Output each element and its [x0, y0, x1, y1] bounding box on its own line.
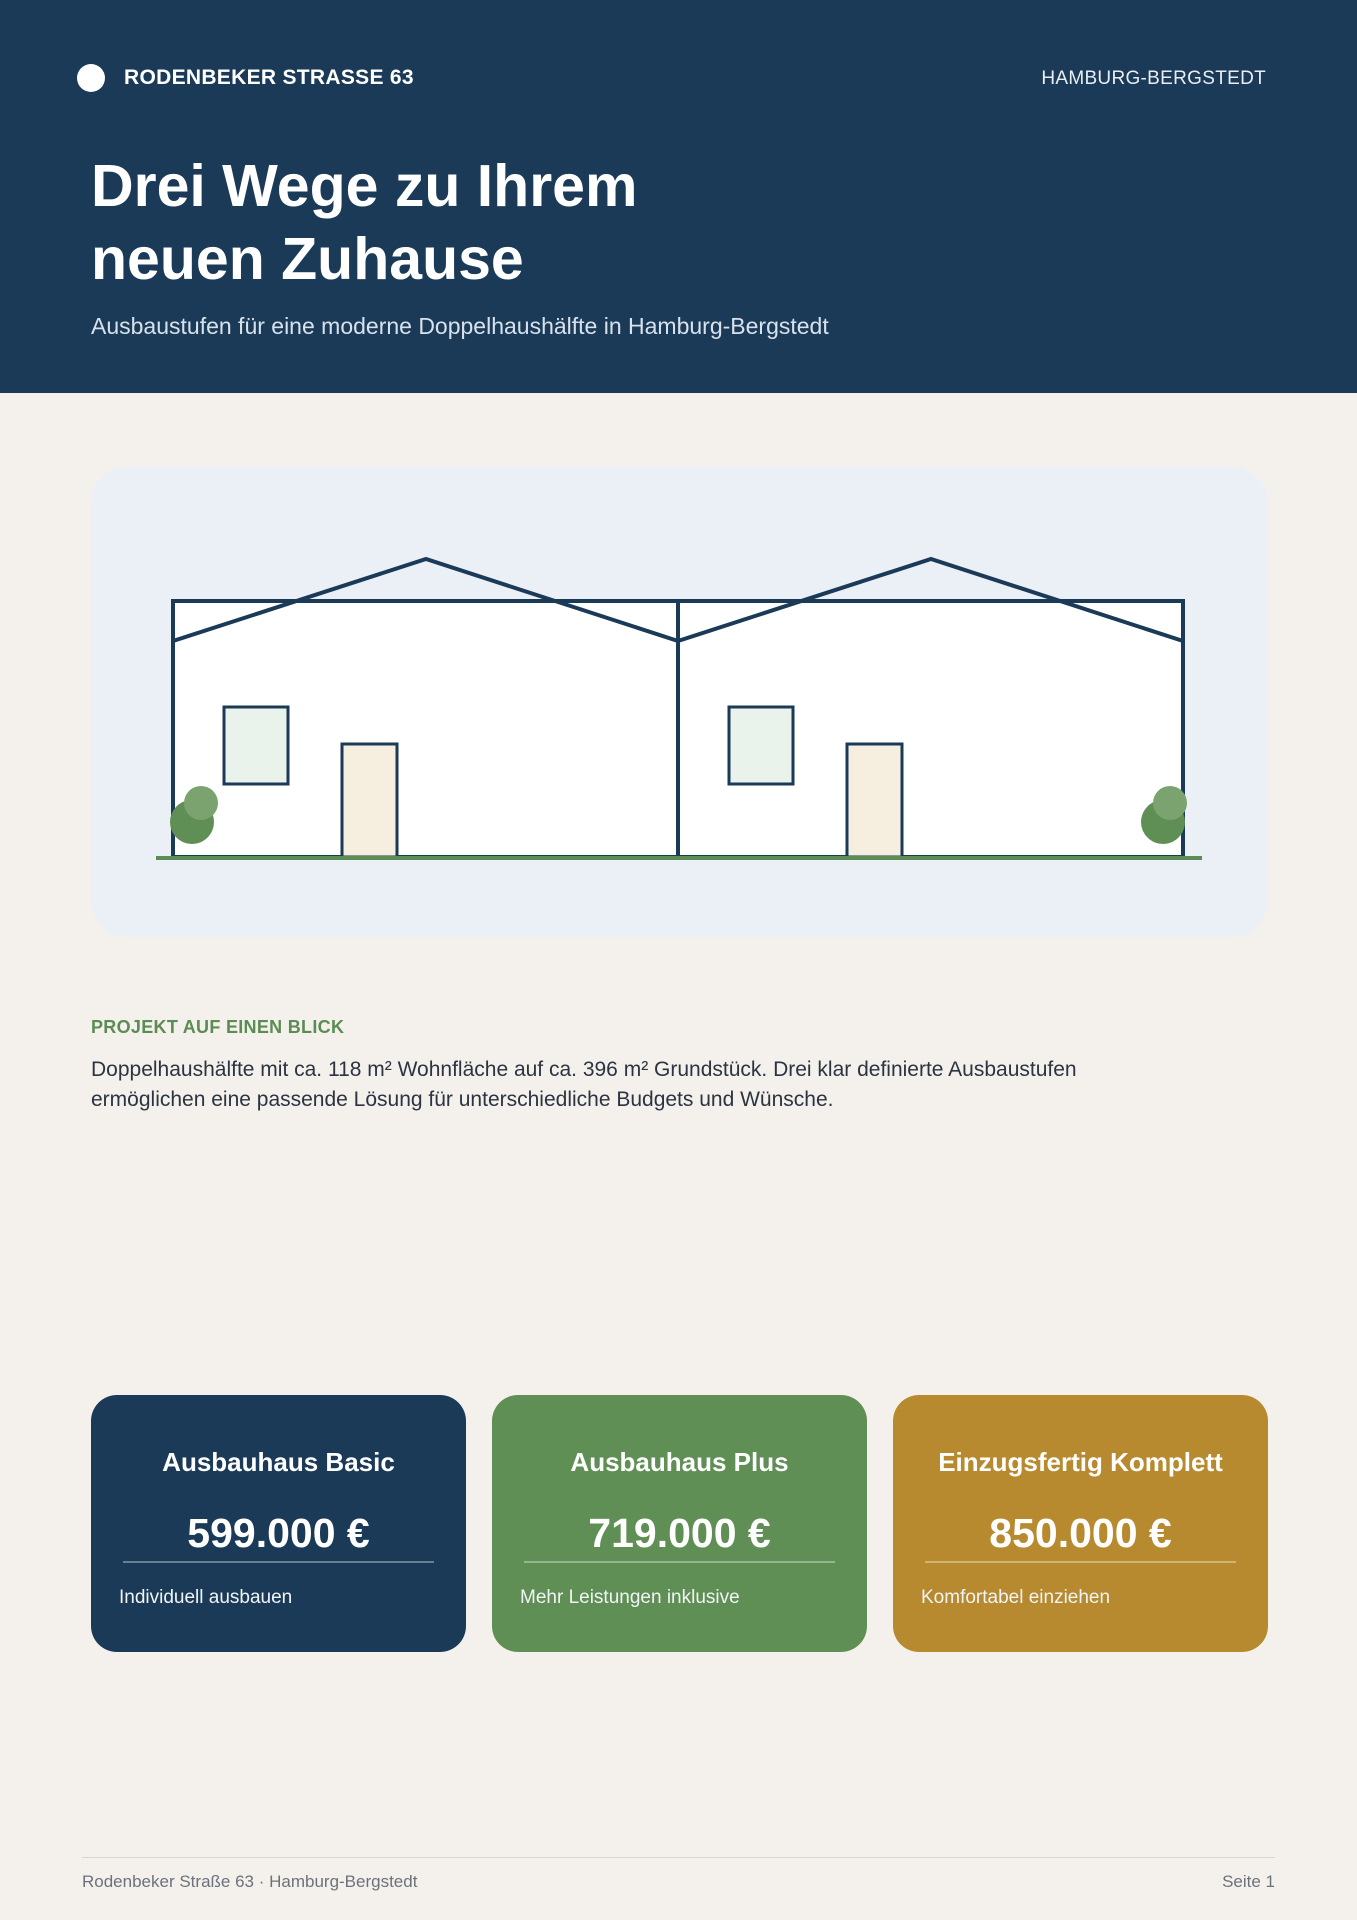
house-right-door [847, 744, 902, 857]
pricing-card-divider [123, 1561, 434, 1563]
pricing-card-price: 599.000 € [187, 1510, 370, 1556]
pricing-card-price: 850.000 € [989, 1510, 1172, 1556]
pricing-card-plus [492, 1395, 867, 1652]
house-left-window [224, 707, 288, 784]
footer-address: Rodenbeker Straße 63 · Hamburg-Bergstedt [82, 1872, 418, 1891]
pricing-card-title: Ausbauhaus Plus [570, 1447, 789, 1477]
house-left-door [342, 744, 397, 857]
semi-detached-house-icon [91, 467, 1268, 937]
pricing-card-basic [91, 1395, 466, 1652]
page-subtitle: Ausbaustufen für eine moderne Doppelhaushälfte in Hamburg-Bergstedt [91, 313, 829, 339]
page-number: Seite 1 [1222, 1872, 1275, 1891]
footer-divider [82, 1857, 1275, 1858]
pricing-card-divider [524, 1561, 835, 1563]
house-illustration [91, 467, 1268, 937]
pricing-card-title: Ausbauhaus Basic [162, 1447, 395, 1477]
bush-left-small [184, 786, 218, 820]
pricing-cards [91, 1395, 1268, 1652]
pricing-card-title: Einzugsfertig Komplett [938, 1447, 1223, 1477]
overview-label: PROJEKT AUF EINEN BLICK [91, 1017, 345, 1037]
brand [77, 64, 414, 92]
overview-text: Doppelhaushälfte mit ca. 118 m² Wohnfläche auf ca. 396 m² Grundstück. Drei klar definierte Ausbaustufen ermöglichen eine passende Lösung für unterschiedliche Budgets und Wünsche. [91, 1058, 1077, 1111]
page-title [91, 150, 991, 296]
header-banner [0, 0, 1357, 393]
pricing-card-komplett [893, 1395, 1268, 1652]
page-title-line-1: Drei Wege zu Ihrem [91, 153, 638, 219]
bush-right-small [1153, 786, 1187, 820]
pricing-card-price: 719.000 € [588, 1510, 771, 1556]
pricing-card-note: Komfortabel einziehen [921, 1587, 1111, 1608]
pricing-card-divider [925, 1561, 1236, 1563]
pricing-card-note: Mehr Leistungen inklusive [520, 1587, 740, 1608]
pricing-card-note: Individuell ausbauen [119, 1587, 293, 1608]
brand-label: RODENBEKER STRASSE 63 [124, 66, 414, 89]
house-right-window [729, 707, 793, 784]
brand-dot-icon [77, 64, 105, 92]
page-title-line-2: neuen Zuhause [91, 226, 524, 292]
location-label: HAMBURG-BERGSTEDT [1041, 68, 1266, 89]
